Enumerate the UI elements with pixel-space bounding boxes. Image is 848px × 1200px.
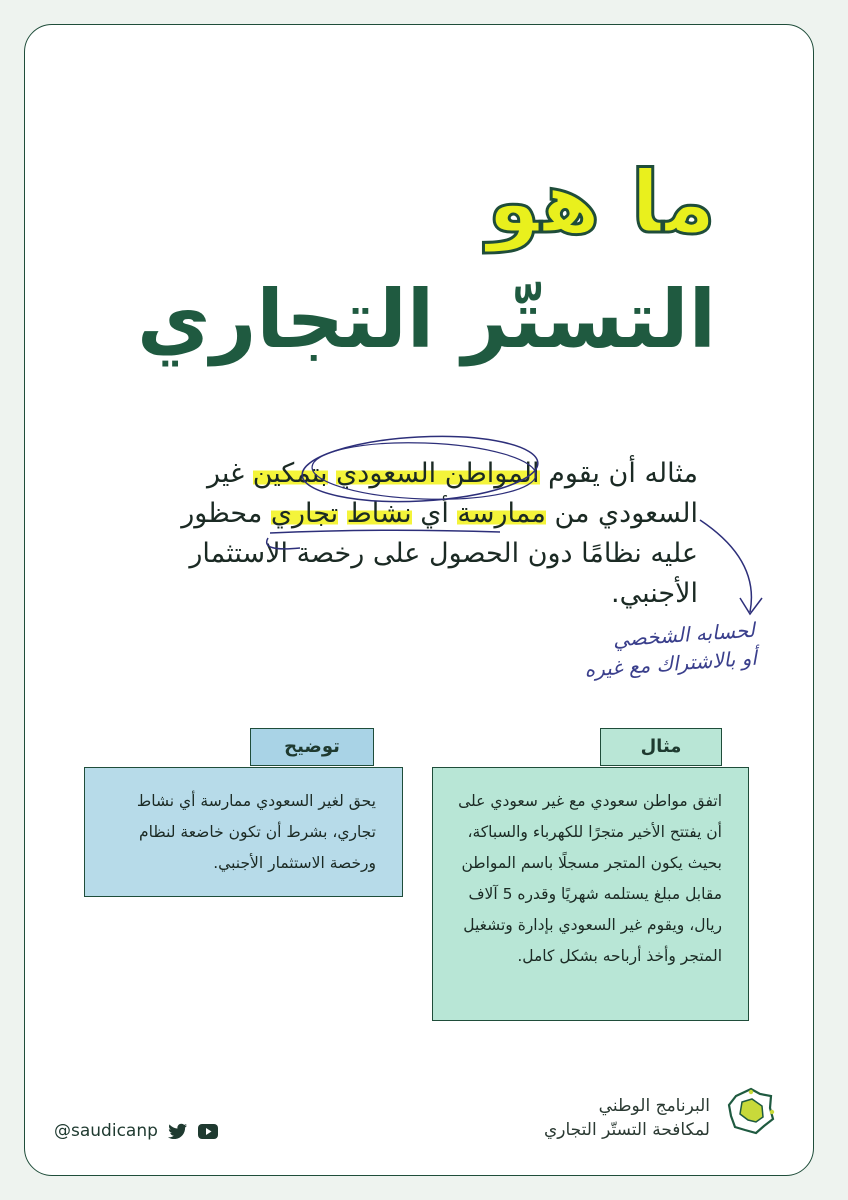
highlight-activity: نشاط xyxy=(346,498,412,529)
definition-text xyxy=(338,498,347,529)
definition-text: أي xyxy=(411,498,458,529)
twitter-icon[interactable] xyxy=(168,1123,188,1139)
organization-name xyxy=(544,1094,710,1142)
definition-text: محظور عليه نظامًا دون الحصول على رخصة الاستثمار الأجنبي. xyxy=(181,498,698,609)
title-line-1: ما هو xyxy=(486,153,716,253)
title-line-2: التستّر التجاري xyxy=(137,273,716,366)
highlight-citizen: المواطن السعودي xyxy=(336,458,540,489)
highlight-commercial: تجاري xyxy=(270,498,339,529)
definition-text: مثاله أن يقوم xyxy=(539,458,698,489)
example-box: اتفق مواطن سعودي مع غير سعودي على أن يفتتح الأخير متجرًا للكهرباء والسباكة، بحيث يكون المتجر مسجلًا باسم المواطن مقابل مبلغ يستلمه شهريًا وقدره 5 آلاف ريال، ويقوم غير السعودي بإدارة وتشغيل المتجر وأخذ أرباحه بشكل كامل. xyxy=(432,767,749,1021)
definition-text: غير السعودي من xyxy=(206,458,698,529)
org-line-1: البرنامج الوطني xyxy=(598,1096,710,1116)
youtube-icon[interactable] xyxy=(198,1124,218,1139)
clarification-tab: توضيح xyxy=(250,728,374,766)
definition-text xyxy=(328,458,337,489)
saudi-map-logo-icon xyxy=(726,1086,776,1136)
note-line-2: أو بالاشتراك مع غيره xyxy=(583,645,758,682)
highlight-enable: بتمكين xyxy=(252,458,328,489)
example-tab: مثال xyxy=(600,728,722,766)
org-line-2: لمكافحة التستّر التجاري xyxy=(543,1120,710,1140)
social-handle[interactable]: @saudicanp xyxy=(54,1121,158,1141)
note-line-1: لحسابه الشخصي xyxy=(612,617,756,652)
highlight-practice: ممارسة xyxy=(457,498,546,529)
clarification-box: يحق لغير السعودي ممارسة أي نشاط تجاري، بشرط أن تكون خاضعة لنظام ورخصة الاستثمار الأجنبي. xyxy=(84,767,403,897)
definition-paragraph xyxy=(158,454,698,614)
social-links xyxy=(54,1121,218,1141)
